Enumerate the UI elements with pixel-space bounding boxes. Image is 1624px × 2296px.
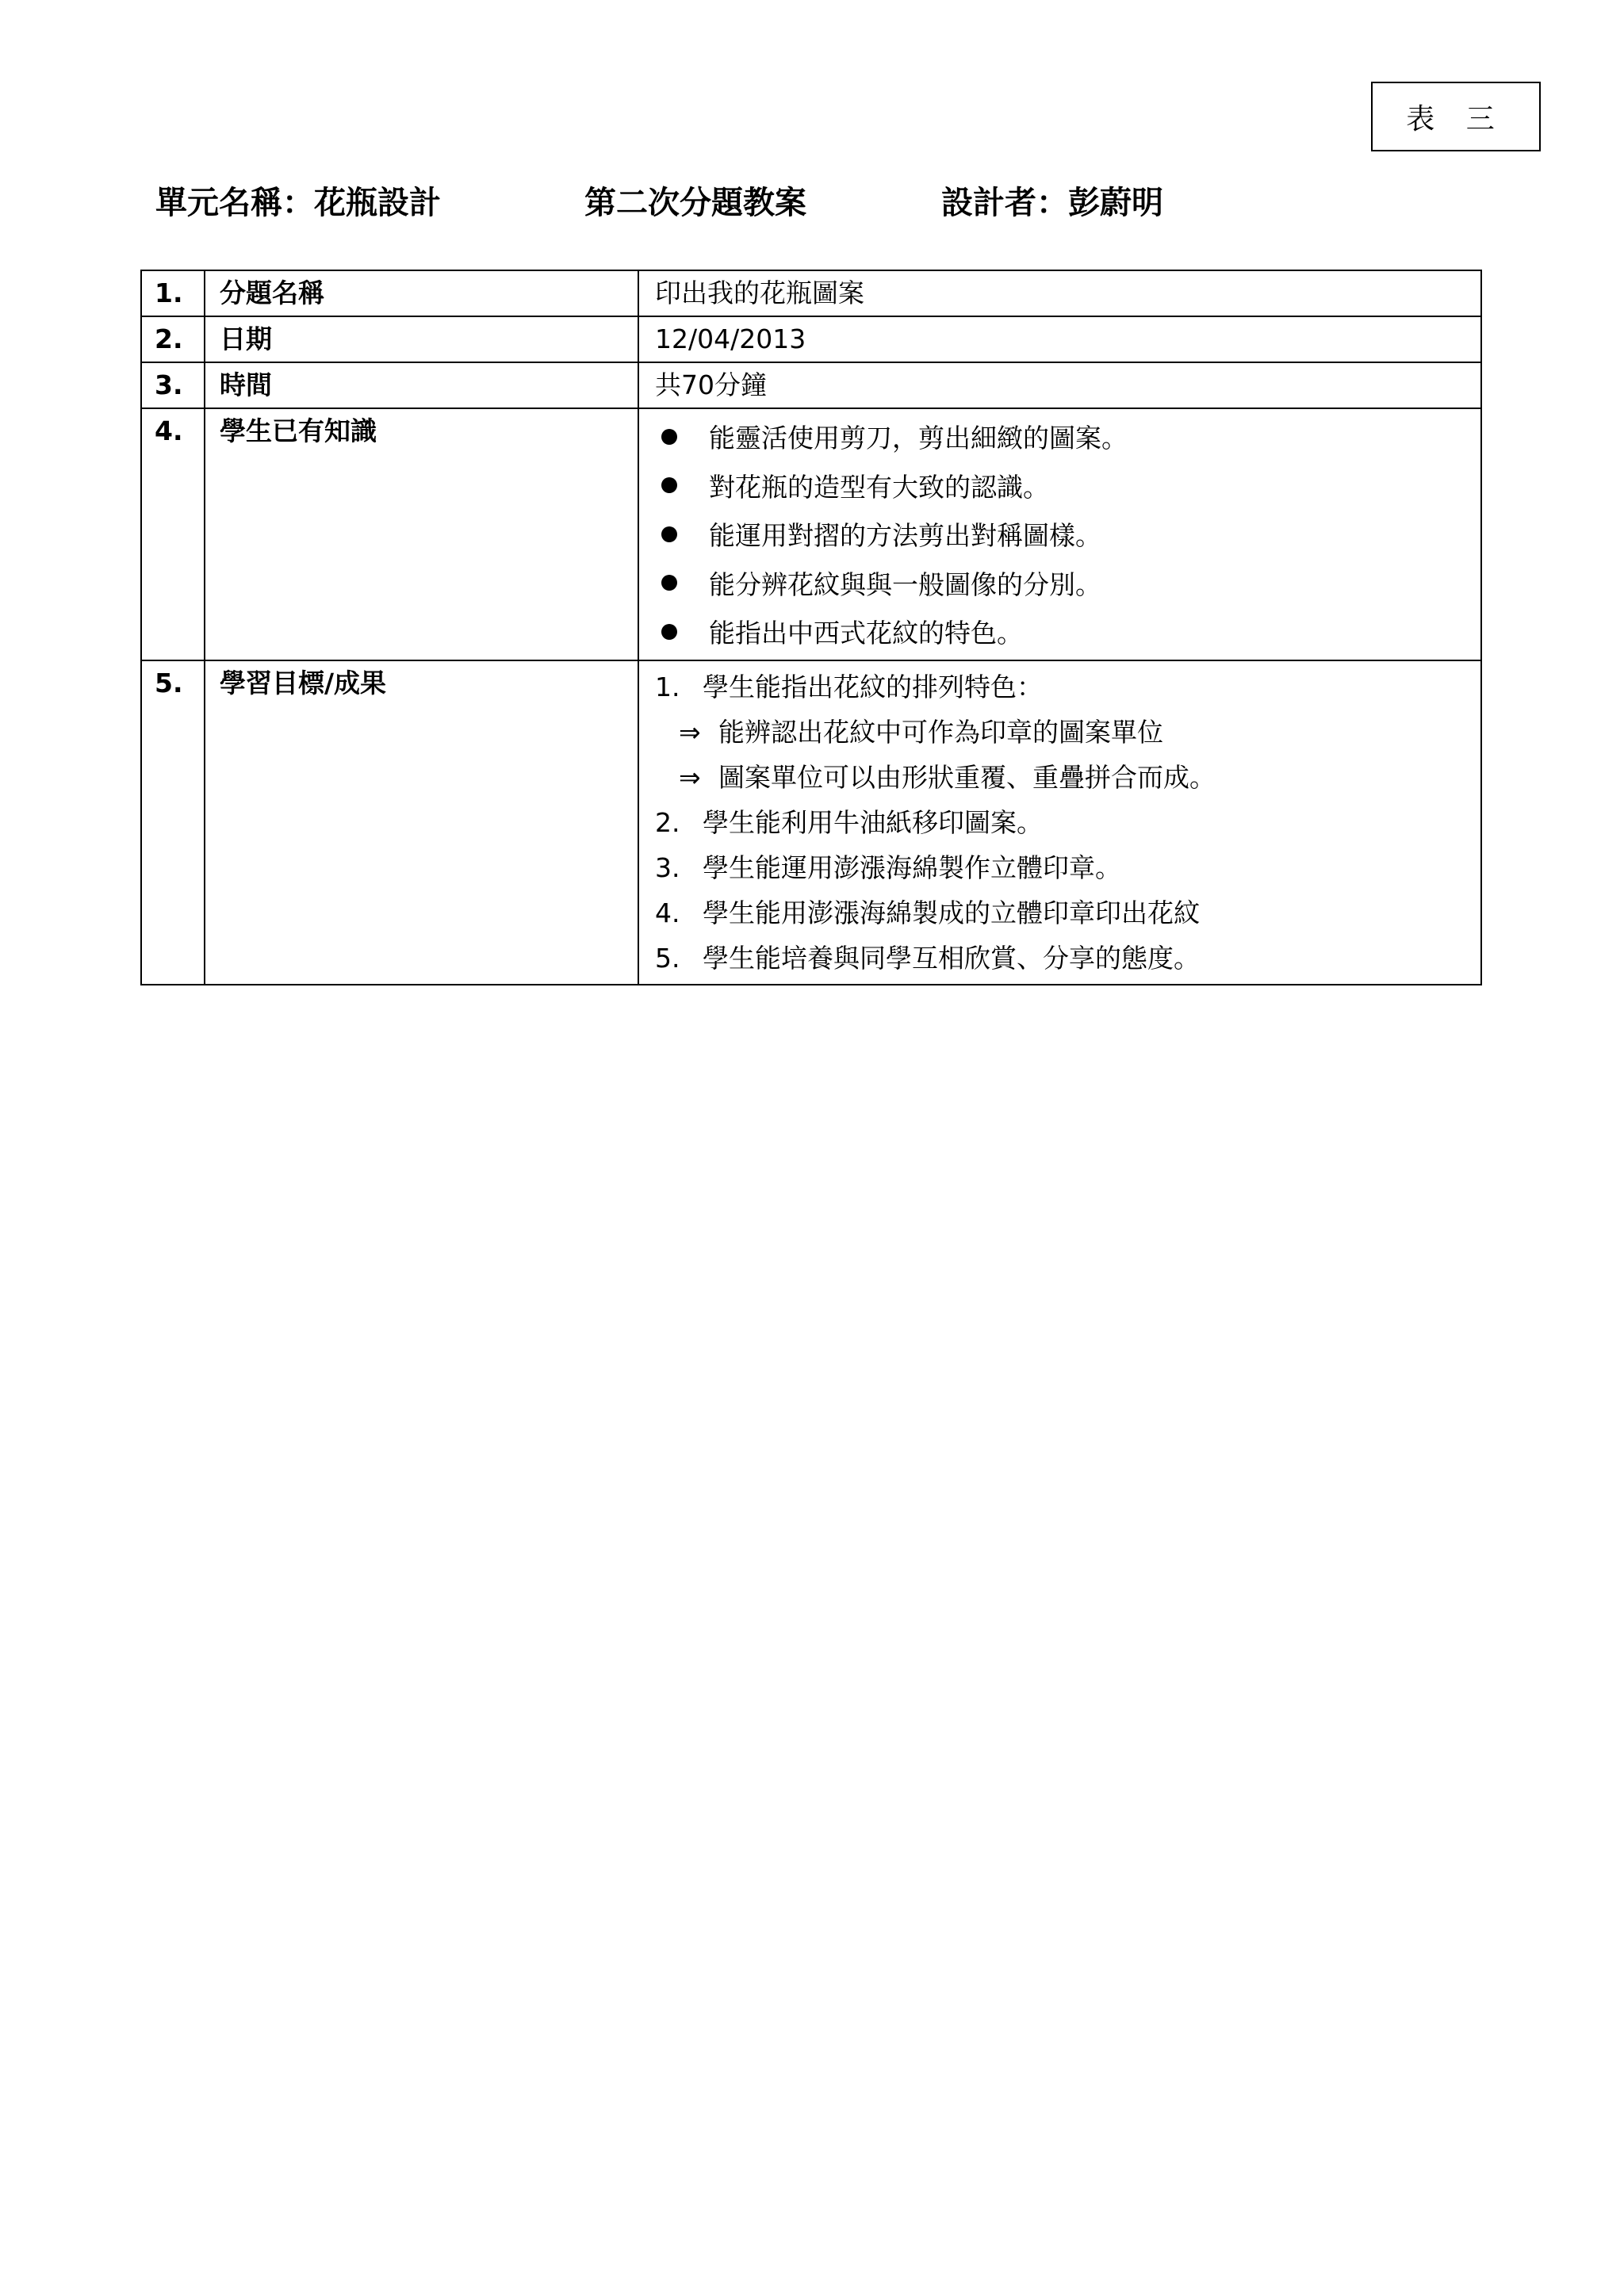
table-row — [141, 660, 1481, 985]
row-content: 12/04/2013 — [638, 316, 1481, 362]
arrow-icon: ⇒ — [679, 761, 701, 793]
prior-knowledge-list — [638, 408, 1481, 660]
list-item — [655, 412, 1480, 461]
row-content: 印出我的花瓶圖案 — [638, 270, 1481, 316]
bullet-icon — [661, 429, 677, 445]
list-item — [655, 936, 1480, 981]
designer-heading: 設計者：彭蔚明 — [941, 185, 1163, 221]
learning-outcomes-list — [638, 660, 1481, 985]
row-label: 學生已有知識 — [205, 408, 638, 660]
arrow-icon: ⇒ — [679, 716, 701, 748]
list-item — [655, 845, 1480, 890]
list-item-text: 能靈活使用剪刀，剪出細緻的圖案。 — [709, 423, 1128, 454]
list-item-text: 能指出中西式花紋的特色。 — [709, 618, 1023, 649]
item-number: 5. — [655, 942, 680, 974]
row-number: 3. — [141, 362, 205, 408]
list-item-text: 對花瓶的造型有大致的認識。 — [709, 471, 1049, 503]
item-number: 2. — [655, 806, 680, 838]
lesson-plan-table — [140, 270, 1482, 985]
table-row — [141, 408, 1481, 660]
list-sub-item — [655, 755, 1480, 800]
row-number: 5. — [141, 660, 205, 985]
lesson-plan-heading: 第二次分題教案 — [584, 185, 806, 221]
list-item-text: 學生能培養與同學互相欣賞、分享的態度。 — [703, 942, 1200, 974]
row-number: 1. — [141, 270, 205, 316]
list-item — [655, 510, 1480, 559]
item-number: 1. — [655, 671, 680, 702]
list-item-text: 能分辨花紋與與一般圖像的分別。 — [709, 568, 1101, 600]
bullet-icon — [661, 526, 677, 542]
bullet-icon — [661, 624, 677, 640]
row-label: 日期 — [205, 316, 638, 362]
row-label: 時間 — [205, 362, 638, 408]
list-item-text: 能運用對摺的方法剪出對稱圖樣。 — [709, 520, 1101, 552]
row-label: 學習目標/成果 — [205, 660, 638, 985]
row-number: 2. — [141, 316, 205, 362]
table-row — [141, 270, 1481, 316]
list-item-text: 學生能運用澎漲海綿製作立體印章。 — [703, 851, 1121, 883]
table-row — [141, 316, 1481, 362]
bullet-icon — [661, 477, 677, 493]
row-content: 共70分鐘 — [638, 362, 1481, 408]
list-item-text: 能辨認出花紋中可作為印章的圖案單位 — [718, 716, 1163, 748]
list-item — [655, 461, 1480, 511]
unit-name-heading: 單元名稱：花瓶設計 — [155, 185, 441, 221]
list-sub-item — [655, 710, 1480, 755]
list-item — [655, 890, 1480, 936]
list-item — [655, 607, 1480, 656]
table-row — [141, 362, 1481, 408]
list-item-text: 圖案單位可以由形狀重覆、重疊拼合而成。 — [718, 761, 1216, 793]
list-item — [655, 664, 1480, 710]
list-item-text: 學生能用澎漲海綿製成的立體印章印出花紋 — [703, 897, 1200, 928]
list-item-text: 學生能利用牛油紙移印圖案。 — [703, 806, 1043, 838]
item-number: 3. — [655, 851, 680, 883]
row-label: 分題名稱 — [205, 270, 638, 316]
item-number: 4. — [655, 897, 680, 928]
bullet-icon — [661, 575, 677, 591]
list-item — [655, 800, 1480, 845]
list-item-text: 學生能指出花紋的排列特色： — [703, 671, 1043, 702]
table-tag: 表 三 — [1371, 82, 1541, 151]
list-item — [655, 559, 1480, 608]
row-number: 4. — [141, 408, 205, 660]
